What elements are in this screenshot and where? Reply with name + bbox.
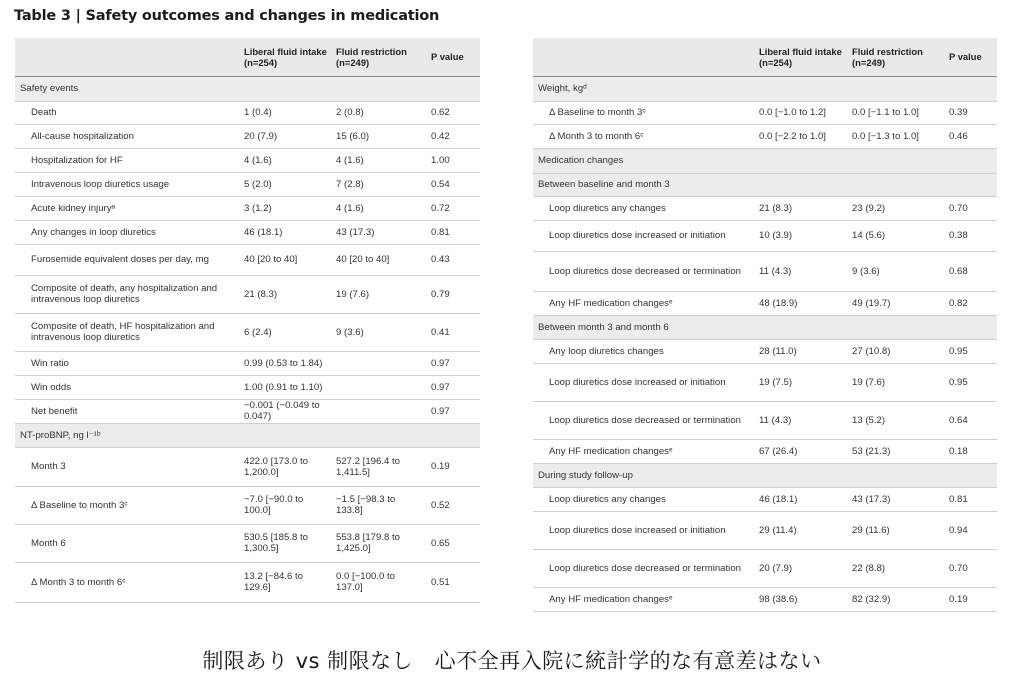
row-label: Loop diuretics dose decreased or termination [533, 549, 755, 587]
row-label: Month 3 [15, 447, 240, 486]
cell-restriction [332, 375, 427, 399]
table-row [15, 172, 480, 196]
table-row [533, 101, 997, 124]
cell-p-value: 0.18 [945, 439, 997, 463]
row-label: Δ Month 3 to month 6ᶜ [15, 562, 240, 602]
table-row [15, 220, 480, 244]
row-label: Any changes in loop diuretics [15, 220, 240, 244]
cell-restriction [332, 399, 427, 423]
cell-restriction: 0.0 [−1.1 to 1.0] [848, 101, 945, 124]
table-row [533, 291, 997, 315]
cell-restriction: 53 (21.3) [848, 439, 945, 463]
cell-p-value: 0.81 [427, 220, 480, 244]
table-header-row [533, 38, 997, 76]
medication-changes-table [533, 38, 997, 612]
row-label: Loop diuretics any changes [533, 487, 755, 511]
cell-restriction: 13 (5.2) [848, 401, 945, 439]
cell-liberal: 98 (38.6) [755, 587, 848, 611]
table-row [533, 363, 997, 401]
cell-restriction: 0.0 [−100.0 to 137.0] [332, 562, 427, 602]
cell-p-value: 0.72 [427, 196, 480, 220]
cell-restriction: 0.0 [−1.3 to 1.0] [848, 124, 945, 148]
table-row [533, 439, 997, 463]
table-row [533, 124, 997, 148]
cell-liberal: 530.5 [185.8 to 1,300.5] [240, 524, 332, 562]
caption-text: 制限あり vs 制限なし 心不全再入院に統計学的な有意差はない [202, 649, 822, 673]
cell-liberal: 1.00 (0.91 to 1.10) [240, 375, 332, 399]
cell-p-value: 0.54 [427, 172, 480, 196]
table-row [15, 275, 480, 313]
row-label: Any HF medication changesᵉ [533, 587, 755, 611]
row-label: Loop diuretics dose decreased or termination [533, 401, 755, 439]
cell-p-value: 0.94 [945, 511, 997, 549]
row-label: Composite of death, HF hospitalization and intravenous loop diuretics [15, 313, 240, 351]
table-row [15, 524, 480, 562]
section-row [533, 315, 997, 339]
cell-liberal: 21 (8.3) [755, 196, 848, 220]
table-row [15, 313, 480, 351]
table-row [15, 399, 480, 423]
section-row [533, 148, 997, 173]
table-row [533, 220, 997, 251]
row-label: Loop diuretics dose increased or initiation [533, 220, 755, 251]
section-label: During study follow-up [533, 463, 997, 487]
section-label: Between month 3 and month 6 [533, 315, 997, 339]
row-label: Loop diuretics dose decreased or termination [533, 251, 755, 291]
row-label: Any HF medication changesᵉ [533, 291, 755, 315]
table-row [533, 251, 997, 291]
header-outcome [15, 38, 240, 76]
table-row [533, 401, 997, 439]
cell-p-value: 0.52 [427, 486, 480, 524]
cell-liberal: 5 (2.0) [240, 172, 332, 196]
cell-restriction: 43 (17.3) [848, 487, 945, 511]
table-row [533, 339, 997, 363]
row-label: Month 6 [15, 524, 240, 562]
section-row [533, 173, 997, 196]
cell-restriction: 9 (3.6) [332, 313, 427, 351]
table-row [15, 148, 480, 172]
cell-liberal: 4 (1.6) [240, 148, 332, 172]
cell-p-value: 0.41 [427, 313, 480, 351]
cell-p-value: 0.79 [427, 275, 480, 313]
cell-p-value: 0.82 [945, 291, 997, 315]
table-row [533, 196, 997, 220]
table-title: Table 3 | Safety outcomes and changes in medication [14, 8, 440, 24]
section-label: Between baseline and month 3 [533, 173, 997, 196]
cell-restriction: 40 [20 to 40] [332, 244, 427, 275]
cell-restriction: 4 (1.6) [332, 196, 427, 220]
cell-liberal: 11 (4.3) [755, 251, 848, 291]
cell-liberal: 29 (11.4) [755, 511, 848, 549]
cell-liberal: 422.0 [173.0 to 1,200.0] [240, 447, 332, 486]
cell-liberal: 46 (18.1) [240, 220, 332, 244]
header-liberal: Liberal fluid intake (n=254) [240, 38, 332, 76]
table-row [15, 486, 480, 524]
cell-liberal: 40 [20 to 40] [240, 244, 332, 275]
cell-p-value: 0.64 [945, 401, 997, 439]
table-header-row [15, 38, 480, 76]
cell-restriction: 82 (32.9) [848, 587, 945, 611]
table-row [15, 375, 480, 399]
cell-p-value: 0.42 [427, 124, 480, 148]
cell-restriction: 27 (10.8) [848, 339, 945, 363]
cell-restriction: 553.8 [179.8 to 1,425.0] [332, 524, 427, 562]
cell-restriction: 9 (3.6) [848, 251, 945, 291]
row-label: Δ Month 3 to month 6ᶜ [533, 124, 755, 148]
table-row [15, 124, 480, 148]
row-label: Any loop diuretics changes [533, 339, 755, 363]
cell-liberal: 19 (7.5) [755, 363, 848, 401]
row-label: Δ Baseline to month 3ᶜ [15, 486, 240, 524]
row-label: Loop diuretics any changes [533, 196, 755, 220]
section-row [15, 423, 480, 447]
row-label: Intravenous loop diuretics usage [15, 172, 240, 196]
cell-liberal: 0.0 [−2.2 to 1.0] [755, 124, 848, 148]
cell-p-value: 0.70 [945, 196, 997, 220]
section-row [533, 463, 997, 487]
cell-liberal: 10 (3.9) [755, 220, 848, 251]
table-row [533, 587, 997, 611]
section-label: NT-proBNP, ng l⁻¹ᵇ [15, 423, 480, 447]
header-p-value: P value [427, 38, 480, 76]
cell-liberal: 48 (18.9) [755, 291, 848, 315]
cell-p-value: 0.97 [427, 399, 480, 423]
cell-restriction: 19 (7.6) [332, 275, 427, 313]
cell-restriction: 4 (1.6) [332, 148, 427, 172]
cell-liberal: 46 (18.1) [755, 487, 848, 511]
header-restriction: Fluid restriction (n=249) [332, 38, 427, 76]
row-label: Any HF medication changesᵉ [533, 439, 755, 463]
row-label: Acute kidney injuryᵃ [15, 196, 240, 220]
table-row [533, 549, 997, 587]
cell-p-value: 0.46 [945, 124, 997, 148]
cell-restriction: 2 (0.8) [332, 101, 427, 124]
row-label: Loop diuretics dose increased or initiation [533, 511, 755, 549]
cell-restriction: 7 (2.8) [332, 172, 427, 196]
section-row [15, 76, 480, 101]
cell-liberal: 67 (26.4) [755, 439, 848, 463]
section-label: Medication changes [533, 148, 997, 173]
cell-restriction: 15 (6.0) [332, 124, 427, 148]
row-label: Loop diuretics dose increased or initiation [533, 363, 755, 401]
row-label: Death [15, 101, 240, 124]
cell-p-value: 0.95 [945, 339, 997, 363]
cell-p-value: 0.39 [945, 101, 997, 124]
cell-liberal: 28 (11.0) [755, 339, 848, 363]
section-label: Safety events [15, 76, 480, 101]
cell-restriction: 19 (7.6) [848, 363, 945, 401]
cell-p-value: 0.81 [945, 487, 997, 511]
cell-p-value: 0.65 [427, 524, 480, 562]
cell-p-value: 0.38 [945, 220, 997, 251]
header-liberal: Liberal fluid intake (n=254) [755, 38, 848, 76]
cell-restriction: 43 (17.3) [332, 220, 427, 244]
cell-liberal: −0.001 (−0.049 to 0.047) [240, 399, 332, 423]
cell-restriction: 527.2 [196.4 to 1,411.5] [332, 447, 427, 486]
cell-p-value: 0.43 [427, 244, 480, 275]
cell-liberal: 0.99 (0.53 to 1.84) [240, 351, 332, 375]
table-row [15, 101, 480, 124]
cell-p-value: 0.97 [427, 351, 480, 375]
table-row [15, 447, 480, 486]
section-row [533, 76, 997, 101]
cell-liberal: 3 (1.2) [240, 196, 332, 220]
cell-p-value: 0.51 [427, 562, 480, 602]
cell-p-value: 0.70 [945, 549, 997, 587]
cell-liberal: 1 (0.4) [240, 101, 332, 124]
cell-p-value: 0.95 [945, 363, 997, 401]
cell-restriction: 22 (8.8) [848, 549, 945, 587]
cell-p-value: 0.68 [945, 251, 997, 291]
table-row [15, 562, 480, 602]
cell-p-value: 0.19 [945, 587, 997, 611]
section-label: Weight, kgᵈ [533, 76, 997, 101]
cell-restriction: 14 (5.6) [848, 220, 945, 251]
cell-liberal: 20 (7.9) [755, 549, 848, 587]
table-row [15, 351, 480, 375]
cell-restriction: −1.5 [−98.3 to 133.8] [332, 486, 427, 524]
header-p-value: P value [945, 38, 997, 76]
table-row [533, 511, 997, 549]
cell-liberal: 6 (2.4) [240, 313, 332, 351]
cell-p-value: 0.62 [427, 101, 480, 124]
cell-restriction: 23 (9.2) [848, 196, 945, 220]
table-row [15, 244, 480, 275]
cell-liberal: −7.0 [−90.0 to 100.0] [240, 486, 332, 524]
cell-restriction: 49 (19.7) [848, 291, 945, 315]
cell-p-value: 1.00 [427, 148, 480, 172]
cell-liberal: 13.2 [−84.6 to 129.6] [240, 562, 332, 602]
table-row [533, 487, 997, 511]
cell-p-value: 0.19 [427, 447, 480, 486]
cell-p-value: 0.97 [427, 375, 480, 399]
row-label: Composite of death, any hospitalization and intravenous loop diuretics [15, 275, 240, 313]
cell-restriction: 29 (11.6) [848, 511, 945, 549]
header-outcome [533, 38, 755, 76]
cell-restriction [332, 351, 427, 375]
row-label: Furosemide equivalent doses per day, mg [15, 244, 240, 275]
row-label: Hospitalization for HF [15, 148, 240, 172]
header-restriction: Fluid restriction (n=249) [848, 38, 945, 76]
row-label: Net benefit [15, 399, 240, 423]
safety-outcomes-table [15, 38, 480, 603]
table-row [15, 196, 480, 220]
cell-liberal: 0.0 [−1.0 to 1.2] [755, 101, 848, 124]
cell-liberal: 21 (8.3) [240, 275, 332, 313]
row-label: Δ Baseline to month 3ᶜ [533, 101, 755, 124]
row-label: All-cause hospitalization [15, 124, 240, 148]
row-label: Win ratio [15, 351, 240, 375]
row-label: Win odds [15, 375, 240, 399]
cell-liberal: 11 (4.3) [755, 401, 848, 439]
cell-liberal: 20 (7.9) [240, 124, 332, 148]
